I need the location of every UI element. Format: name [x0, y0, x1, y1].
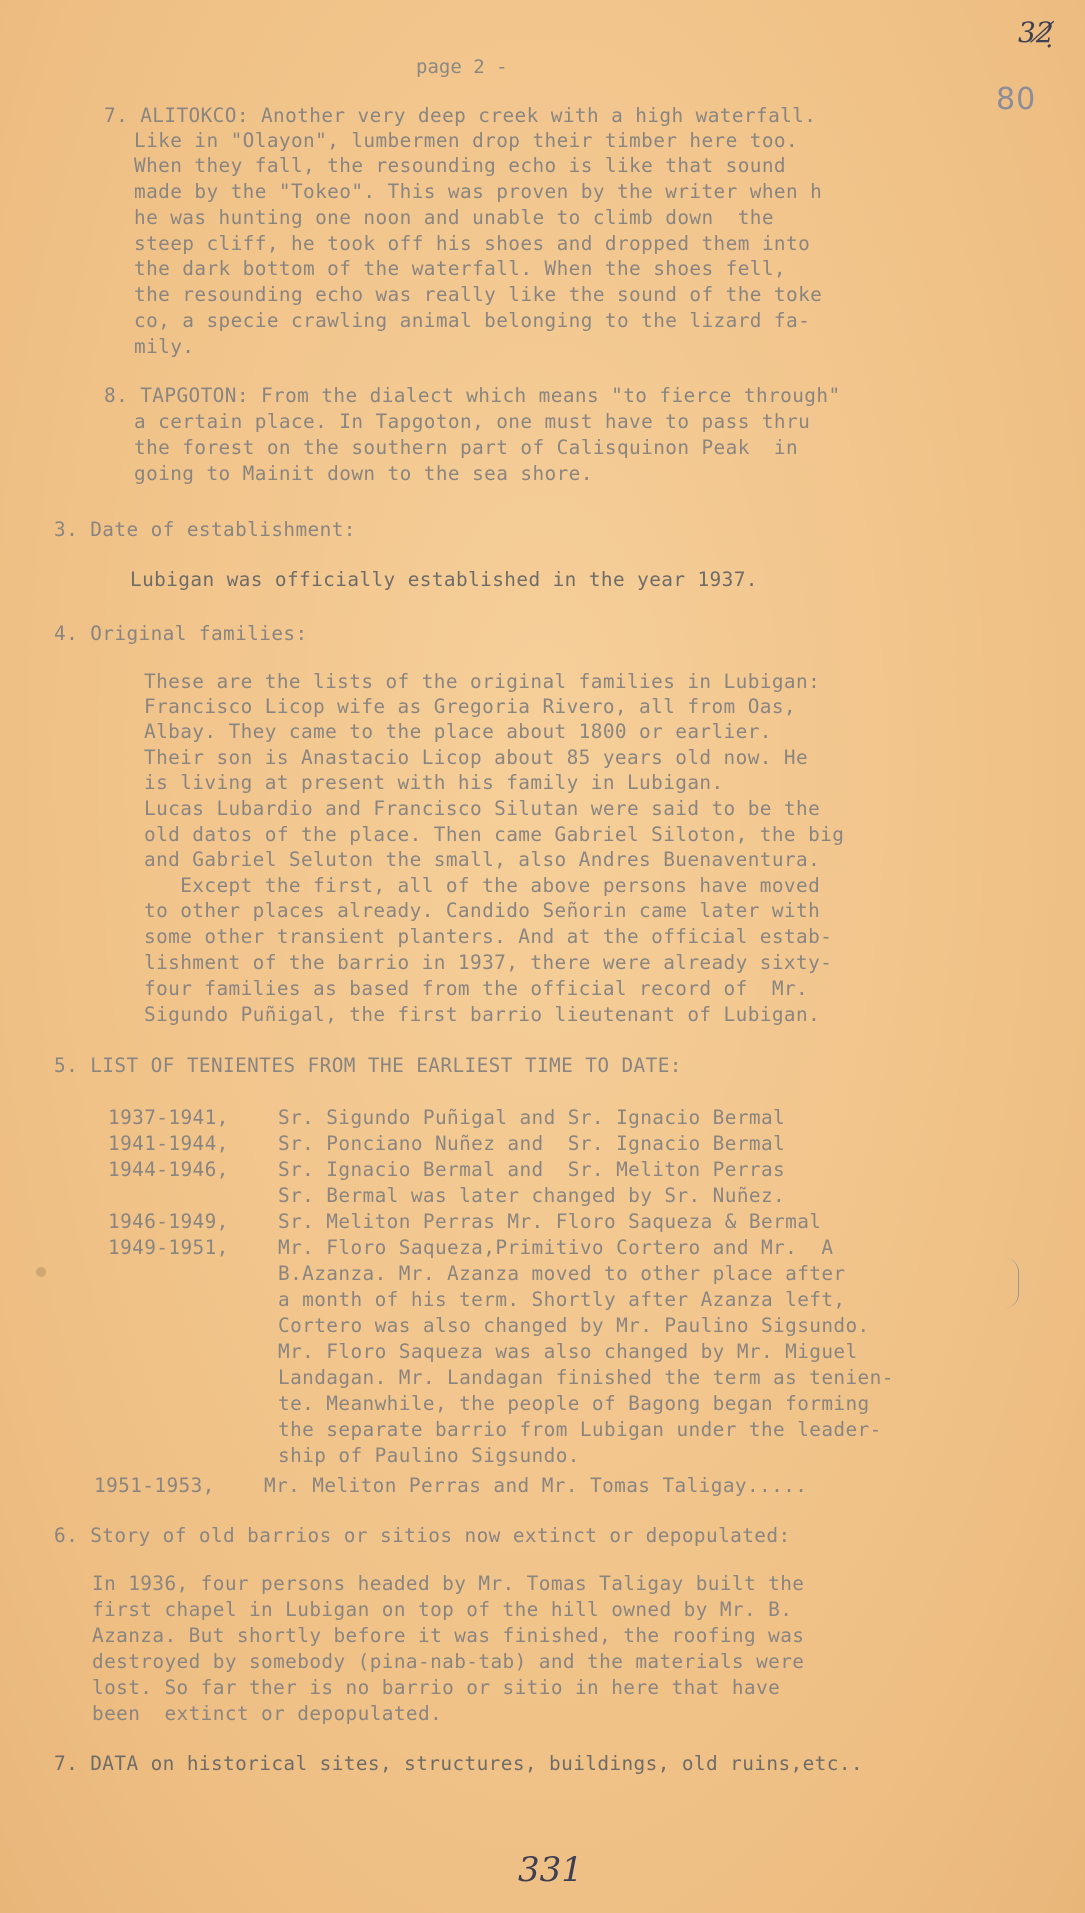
text-line: the dark bottom of the waterfall. When the shoes fell, [134, 257, 787, 280]
text-line: Their son is Anastacio Licop about 85 years old now. He [144, 746, 809, 769]
section-heading: 7. DATA on historical sites, structures, buildings, old ruins,etc.. [54, 1752, 863, 1775]
text-line: a certain place. In Tapgoton, one must have to pass thru [134, 410, 811, 433]
text-line: first chapel in Lubigan on top of the hill owned by Mr. B. [92, 1598, 793, 1621]
term-officers: ship of Paulino Sigsundo. [278, 1444, 580, 1467]
text-line: Except the first, all of the above persons have moved [144, 874, 821, 897]
term-years: 1946-1949, [108, 1210, 229, 1233]
section-heading: 3. Date of establishment: [54, 518, 356, 541]
term-years: 1941-1944, [108, 1132, 229, 1155]
term-officers: Mr. Meliton Perras and Mr. Tomas Taligay..... [264, 1474, 808, 1497]
text-line: the resounding echo was really like the sound of the toke [134, 283, 823, 306]
text-line: Sigundo Puñigal, the first barrio lieutenant of Lubigan. [144, 1003, 821, 1026]
text-line: old datos of the place. Then came Gabriel Siloton, the big [144, 823, 845, 846]
text-line: made by the "Tokeo". This was proven by the writer when h [134, 180, 823, 203]
text-line: Francisco Licop wife as Gregoria Rivero, all from Oas, [144, 695, 797, 718]
term-officers: Sr. Ignacio Bermal and Sr. Meliton Perras [278, 1158, 786, 1181]
text-line: Like in "Olayon", lumbermen drop their timber here too. [134, 129, 799, 152]
text-line: going to Mainit down to the sea shore. [134, 462, 593, 485]
text-line: to other places already. Candido Señorin came later with [144, 899, 821, 922]
text-line: some other transient planters. And at the official estab- [144, 925, 833, 948]
term-officers: the separate barrio from Lubigan under the leader- [278, 1418, 882, 1441]
text-line: When they fall, the resounding echo is like that sound [134, 154, 787, 177]
text-line: co, a specie crawling animal belonging to the lizard fa- [134, 309, 811, 332]
term-officers: Mr. Floro Saqueza was also changed by Mr. Miguel [278, 1340, 858, 1363]
term-officers: Sr. Ponciano Nuñez and Sr. Ignacio Bermal [278, 1132, 786, 1155]
handwritten-page-number: 331 [518, 1850, 583, 1890]
term-officers: Sr. Sigundo Puñigal and Sr. Ignacio Bermal [278, 1106, 786, 1129]
text-line: 8. TAPGOTON: From the dialect which means "to fierce through" [104, 384, 841, 407]
term-officers: Mr. Floro Saqueza,Primitivo Cortero and Mr. A [278, 1236, 834, 1259]
handwritten-folio: 32̸̣ [1018, 16, 1054, 49]
text-line: destroyed by somebody (pina-nab-tab) and the materials were [92, 1650, 805, 1673]
text-line: Lubigan was officially established in the year 1937. [130, 568, 758, 591]
term-years: 1949-1951, [108, 1236, 229, 1259]
margin-bracket [1004, 1258, 1019, 1308]
text-line: mily. [134, 335, 195, 358]
text-line: been extinct or depopulated. [92, 1702, 443, 1725]
text-line: lishment of the barrio in 1937, there were already sixty- [144, 951, 833, 974]
section-heading: 6. Story of old barrios or sitios now extinct or depopulated: [54, 1524, 791, 1547]
text-line: and Gabriel Seluton the small, also Andres Buenaventura. [144, 848, 821, 871]
term-years: 1944-1946, [108, 1158, 229, 1181]
term-officers: Cortero was also changed by Mr. Paulino Sigsundo. [278, 1314, 870, 1337]
term-officers: B.Azanza. Mr. Azanza moved to other place after [278, 1262, 846, 1285]
section-heading: 4. Original families: [54, 622, 308, 645]
text-line: Azanza. But shortly before it was finished, the roofing was [92, 1624, 805, 1647]
section-heading: 5. LIST OF TENIENTES FROM THE EARLIEST TIME TO DATE: [54, 1054, 682, 1077]
text-line: 7. ALITOKCO: Another very deep creek with a high waterfall. [104, 104, 817, 127]
text-line: lost. So far ther is no barrio or sitio in here that have [92, 1676, 781, 1699]
stamped-folio: 80 [996, 82, 1037, 117]
text-line: These are the lists of the original families in Lubigan: [144, 670, 821, 693]
term-officers: a month of his term. Shortly after Azanza left, [278, 1288, 846, 1311]
term-officers: Sr. Meliton Perras Mr. Floro Saqueza & Bermal [278, 1210, 822, 1233]
text-line: Lucas Lubardio and Francisco Silutan were said to be the [144, 797, 821, 820]
term-years: 1937-1941, [108, 1106, 229, 1129]
text-line: Albay. They came to the place about 1800 or earlier. [144, 720, 772, 743]
text-line: In 1936, four persons headed by Mr. Tomas Taligay built the [92, 1572, 805, 1595]
term-years: 1951-1953, [94, 1474, 215, 1497]
term-officers: Sr. Bermal was later changed by Sr. Nuñez. [278, 1184, 786, 1207]
term-officers: te. Meanwhile, the people of Bagong began forming [278, 1392, 870, 1415]
text-line: steep cliff, he took off his shoes and dropped them into [134, 232, 811, 255]
page-label: page 2 - [416, 56, 508, 78]
text-line: is living at present with his family in Lubigan. [144, 771, 724, 794]
text-line: he was hunting one noon and unable to climb down the [134, 206, 774, 229]
text-line: the forest on the southern part of Calisquinon Peak in [134, 436, 799, 459]
text-line: four families as based from the official record of Mr. [144, 977, 809, 1000]
term-officers: Landagan. Mr. Landagan finished the term as tenien- [278, 1366, 894, 1389]
ink-spot [36, 1267, 46, 1277]
